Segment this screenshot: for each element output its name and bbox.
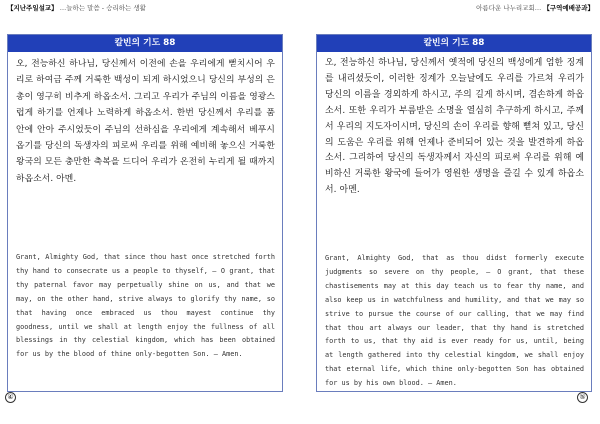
prayer-card (7, 34, 283, 392)
page-header (476, 3, 594, 12)
header-series-title: …늘하는 말씀 - 승리하는 생활 (59, 4, 146, 12)
prayer-title: 칼빈의 기도 88 (8, 35, 282, 52)
right-page (300, 0, 600, 424)
korean-prayer-text: 오, 전능하신 하나님, 당신께서 옛적에 당신의 백성에게 엄한 징계를 내리셨듯이, 이러한 징계가 오늘날에도 우리를 가르쳐 우리가 당신의 이름을 경외하게 하시고, 주의 길게 하시며, 겸손하게 하옵소서. 또한 우리가 부름받은 소명을 열심히 추구하게 하시고, 주께서 우리의 지도자이시며, 당신의 손이 우리를 향해 뻗쳐 있고, 당신의 도움은 우리를 위해 언제나 준비되어 있는 것을 발견하게 하옵소서. 그리하여 당신의 독생자께서 자신의 피로써 우리를 위해 예비하신 거룩한 왕국에 들어가 영원한 생명을 즐길 수 있게 하옵소서. 아멘. (325, 58, 584, 196)
page-number: ④ (5, 392, 16, 403)
page-header (7, 3, 146, 12)
korean-prayer-text: 오, 전능하신 하나님, 당신께서 이전에 손을 우리에게 뻗치시어 우리로 하여금 주께 거룩한 백성이 되게 하시었으니 당신의 부성의 은총이 영구히 비추게 하옵소서. 그리고 우리가 주님의 이름을 영광스럽게 하기를 언제나 노력하게 하옵소서. 한번 당신께서 우리를 품 안에 안아 주시었듯이 주님의 선하심을 우리에게 계속해서 베푸시옵기를 당신의 독생자의 피로써 우리를 위해 예비해 놓으신 거룩한 왕국의 모든 충만한 축복을 드디어 우리가 온전히 누리게 될 때까지 하옵소서. 아멘. (16, 59, 275, 184)
prayer-card (316, 34, 592, 392)
header-bracket-title: 【구역예배공과】 (543, 4, 594, 12)
prayer-title: 칼빈의 기도 88 (317, 35, 591, 52)
english-prayer-text: Grant, Almighty God, that as thou didst formerly execute judgments so severe on thy people, — O grant, that these chastisements may at this day teach us to fear thy name, and also keep us in watchfulness and humility, and that we may so strive to pursue the course of our calling, that we may find that thou art always our leader, that thy hand is stretched forth to us, that thy aid is ever ready for us, until, being at length gathered into thy celestial kingdom, we shall enjoy that eternal life, which thine only-begotten Son has obtained for us by his own blood. — Amen. (325, 254, 584, 388)
page-number: ⑤ (577, 392, 588, 403)
header-series-title: 아름다운 나누리교회… (476, 4, 542, 12)
english-prayer-text: Grant, Almighty God, that since thou hast once stretched forth thy hand to consecrate us a people to thyself, — O grant, that thy paternal favor may perpetually shine on us, and that we may, on the other hand, strive always to glorify thy name, so that having once embraced us thou mayest continue thy goodness, until we shall at length enjoy the fullness of all blessings in thy celestial kingdom, which has been obtained for us by the blood of thine only-begotten Son. — Amen. (16, 253, 275, 359)
header-bracket-title: 【지난주일설교】 (7, 4, 58, 12)
